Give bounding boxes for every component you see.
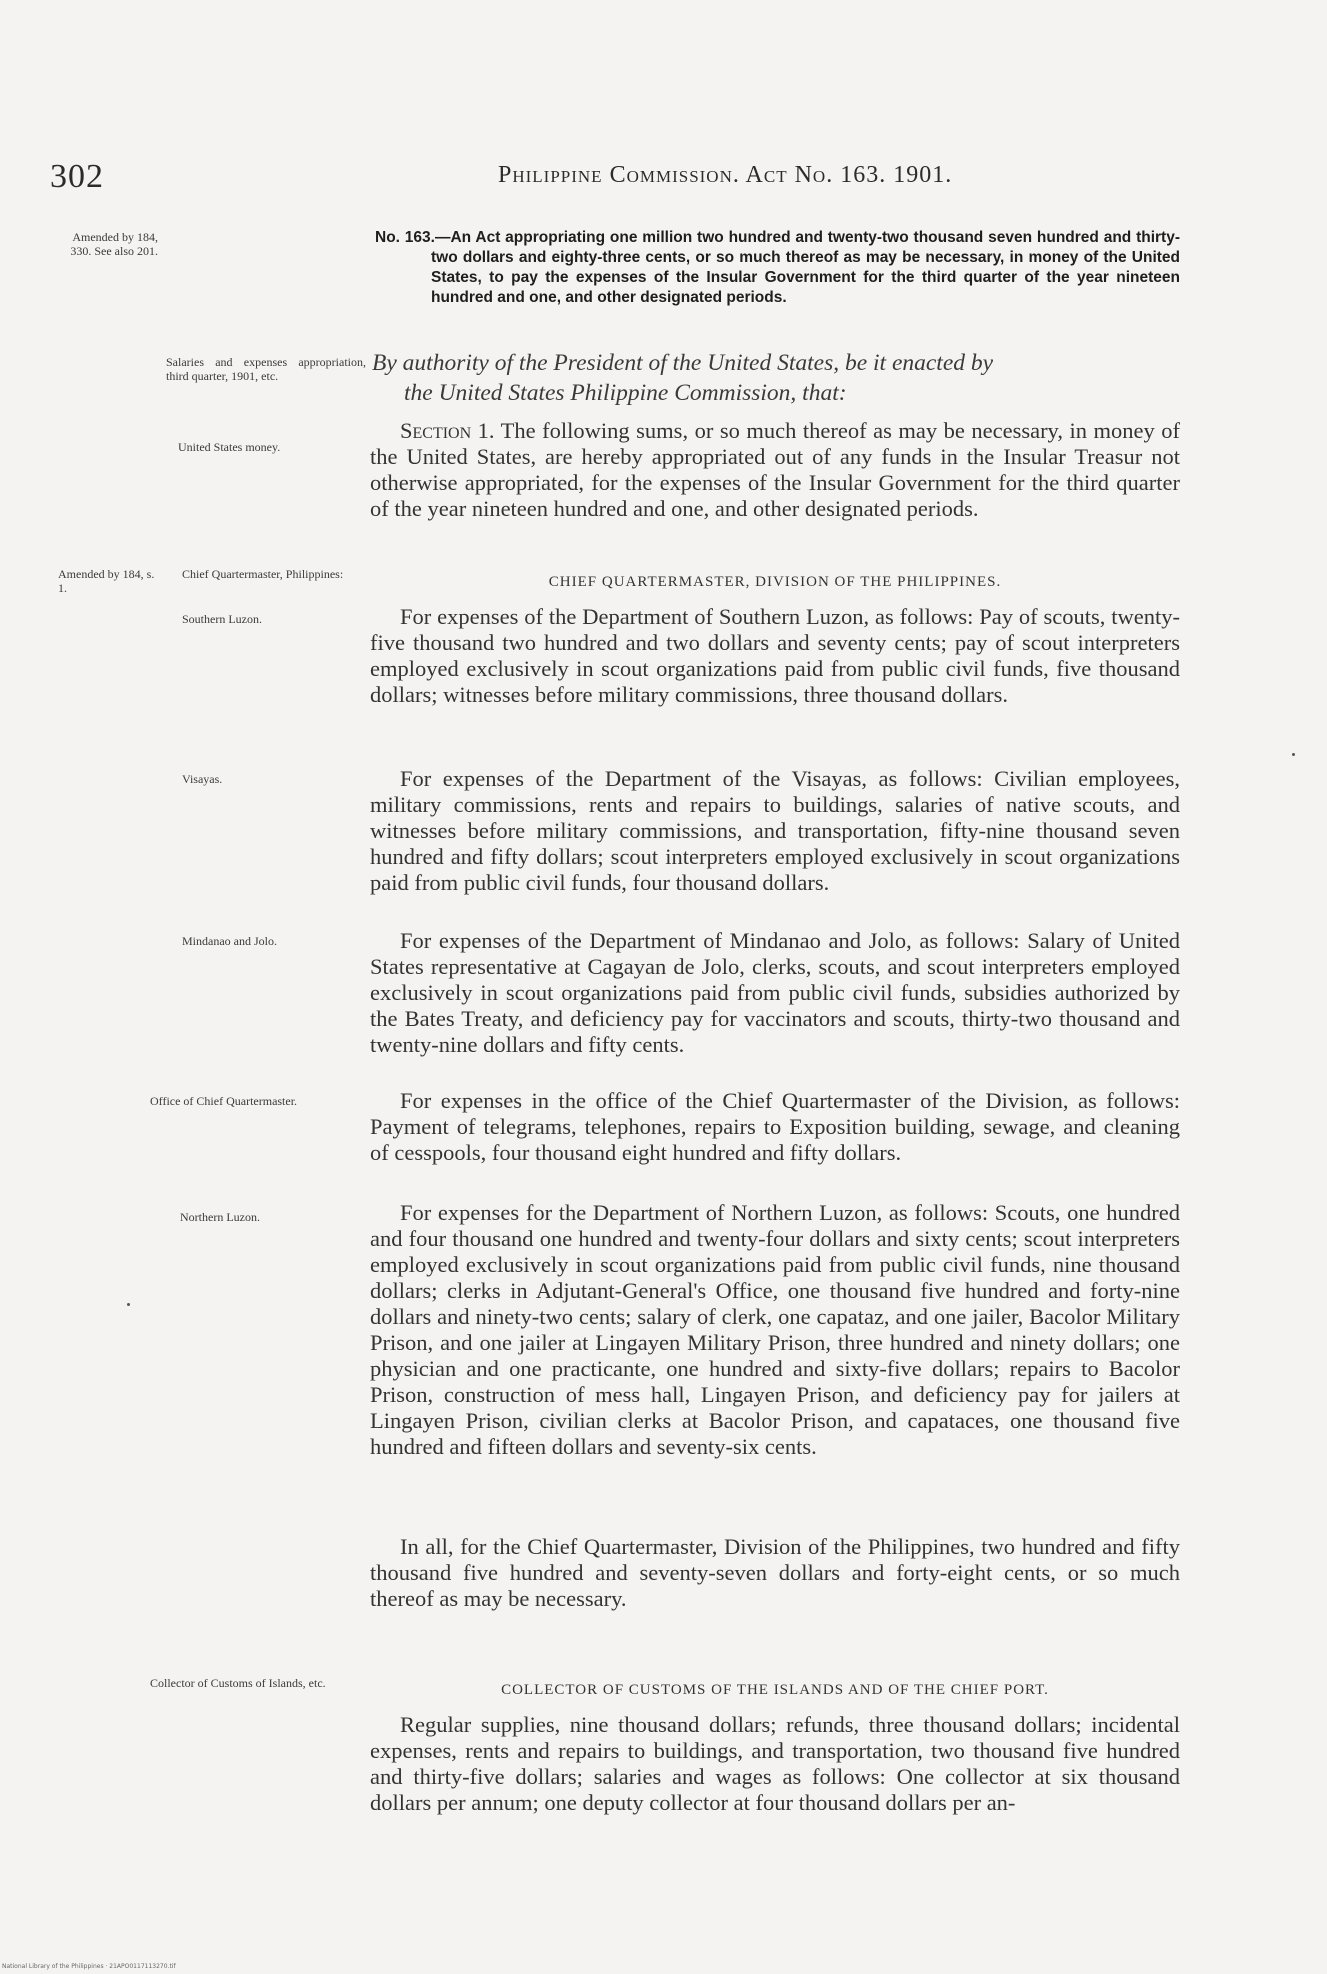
section-1 [370, 418, 1180, 522]
section-1-text: The following sums, or so much thereof as may be necessary, in money of the United States, are hereby appropriated out of any funds in the Insular Treasur not otherwise appropriated, for the expenses of the Insular Government for the third quarter of the year nineteen hundred and one, and other designated periods. [370, 418, 1180, 521]
visayas-text: For expenses of the Department of the Visayas, as follows: Civilian employees, military commissions, rents and repairs to buildings, salaries of native scouts, and witnesses before military commissions, and transportation, fifty-nine thousand seven hundred and fifty dollars; scout interpreters employed exclusively in scout organizations paid from public civil funds, four thousand dollars. [370, 766, 1180, 895]
margin-note-salaries: Salaries and expenses appropriation, third quarter, 1901, etc. [166, 355, 366, 383]
margin-note-southern-luzon: Southern Luzon. [182, 612, 262, 626]
mindanao-text: For expenses of the Department of Mindanao and Jolo, as follows: Salary of United States representative at Cagayan de Jolo, clerks, scouts, and scout interpreters employed exclusively in scout organizations paid from public civil funds, subsidies authorized by the Bates Treaty, and deficiency pay for vaccinators and scouts, thirty-two thousand and twenty-nine dollars and fifty cents. [370, 928, 1180, 1057]
page-header [50, 158, 1180, 198]
paragraph-mindanao [370, 928, 1180, 1058]
margin-note-office-chief-qm: Office of Chief Quartermaster. [150, 1094, 298, 1108]
page-number: 302 [50, 158, 104, 195]
in-all-text: In all, for the Chief Quartermaster, Division of the Philippines, two hundred and fifty thousand five hundred and seventy-seven dollars and forty-eight cents, or so much thereof as may be necessary. [370, 1534, 1180, 1611]
enacting-clause [372, 348, 1182, 408]
margin-note-northern-luzon: Northern Luzon. [180, 1210, 260, 1224]
act-title-text: No. 163.—An Act appropriating one million two hundred and twenty-two thousand seven hundred and thirty-two dollars and eighty-three cents, or so much thereof as may be necessary, in money of the United States, to pay the expenses of the Insular Government for the third quarter of the year nineteen hundred and one, and other designated periods. [375, 229, 1180, 306]
margin-note-mindanao: Mindanao and Jolo. [182, 934, 277, 948]
paragraph-southern-luzon [370, 604, 1180, 708]
margin-note-chief-qm: Chief Quartermaster, Philippines: [182, 567, 344, 581]
scan-speck [1292, 753, 1295, 756]
heading-chief-qm: CHIEF QUARTERMASTER, DIVISION OF THE PHILIPPINES. [548, 574, 1002, 590]
collector-text: Regular supplies, nine thousand dollars; refunds, three thousand dollars; incidental expenses, rents and repairs to buildings, and transportation, two thousand five hundred and thirty-five dollars; salaries and wages as follows: One collector at six thousand dollars per annum; one deputy collector at four thousand dollars per an- [370, 1712, 1180, 1815]
enacting-line-2: the United States Philippine Commission, that: [404, 380, 847, 406]
scan-speck [127, 1303, 130, 1306]
heading-collector: COLLECTOR OF CUSTOMS OF THE ISLANDS AND OF THE CHIEF PORT. [501, 1682, 1049, 1698]
paragraph-office-chief-qm [370, 1088, 1180, 1166]
margin-note-collector: Collector of Customs of Islands, etc. [150, 1676, 326, 1690]
office-chief-qm-text: For expenses in the office of the Chief Quartermaster of the Division, as follows: Payment of telegrams, telephones, repairs to Exposition building, sewage, and cleaning of cesspools, four thousand eight hundred and fifty dollars. [370, 1088, 1180, 1165]
margin-note-amended-s1: Amended by 184, s. 1. [58, 567, 155, 595]
margin-note-us-money: United States money. [178, 440, 281, 454]
running-head: Philippine Commission. Act No. 163. 1901. [498, 162, 953, 188]
scan-footer: National Library of the Philippines · 21APO0117113270.tif [2, 1963, 176, 1970]
southern-luzon-text: For expenses of the Department of Southern Luzon, as follows: Pay of scouts, twenty-five thousand two hundred and two dollars and seventy cents; pay of scout interpreters employed exclusively in scout organizations paid from public civil funds, five thousand dollars; witnesses before military commissions, three thousand dollars. [370, 604, 1180, 707]
act-title [375, 228, 1180, 308]
section-label: Section 1. [400, 418, 495, 443]
margin-note-amended: Amended by 184, 330. See also 201. [70, 230, 158, 258]
paragraph-in-all [370, 1534, 1180, 1612]
enacting-line-1: By authority of the President of the United States, be it enacted by [372, 350, 994, 376]
paragraph-northern-luzon [370, 1200, 1180, 1460]
northern-luzon-text: For expenses for the Department of Northern Luzon, as follows: Scouts, one hundred and four thousand one hundred and twenty-four dollars and sixty cents; scout interpreters employed exclusively in scout organizations paid from public civil funds, nine thousand dollars; clerks in Adjutant-General's Office, one thousand five hundred and forty-nine dollars and ninety-two cents; salary of clerk, one capataz, and one jailer, Bacolor Military Prison, and one jailer at Lingayen Military Prison, three hundred and ninety dollars; one physician and one practicante, one hundred and sixty-five dollars; repairs to Bacolor Prison, construction of mess hall, Lingayen Prison, and deficiency pay for jailers at Lingayen Prison, civilian clerks at Bacolor Prison, and capataces, one thousand five hundred and fifteen dollars and seventy-six cents. [370, 1200, 1180, 1459]
paragraph-visayas [370, 766, 1180, 896]
margin-note-visayas: Visayas. [182, 772, 223, 786]
paragraph-collector [370, 1712, 1180, 1816]
